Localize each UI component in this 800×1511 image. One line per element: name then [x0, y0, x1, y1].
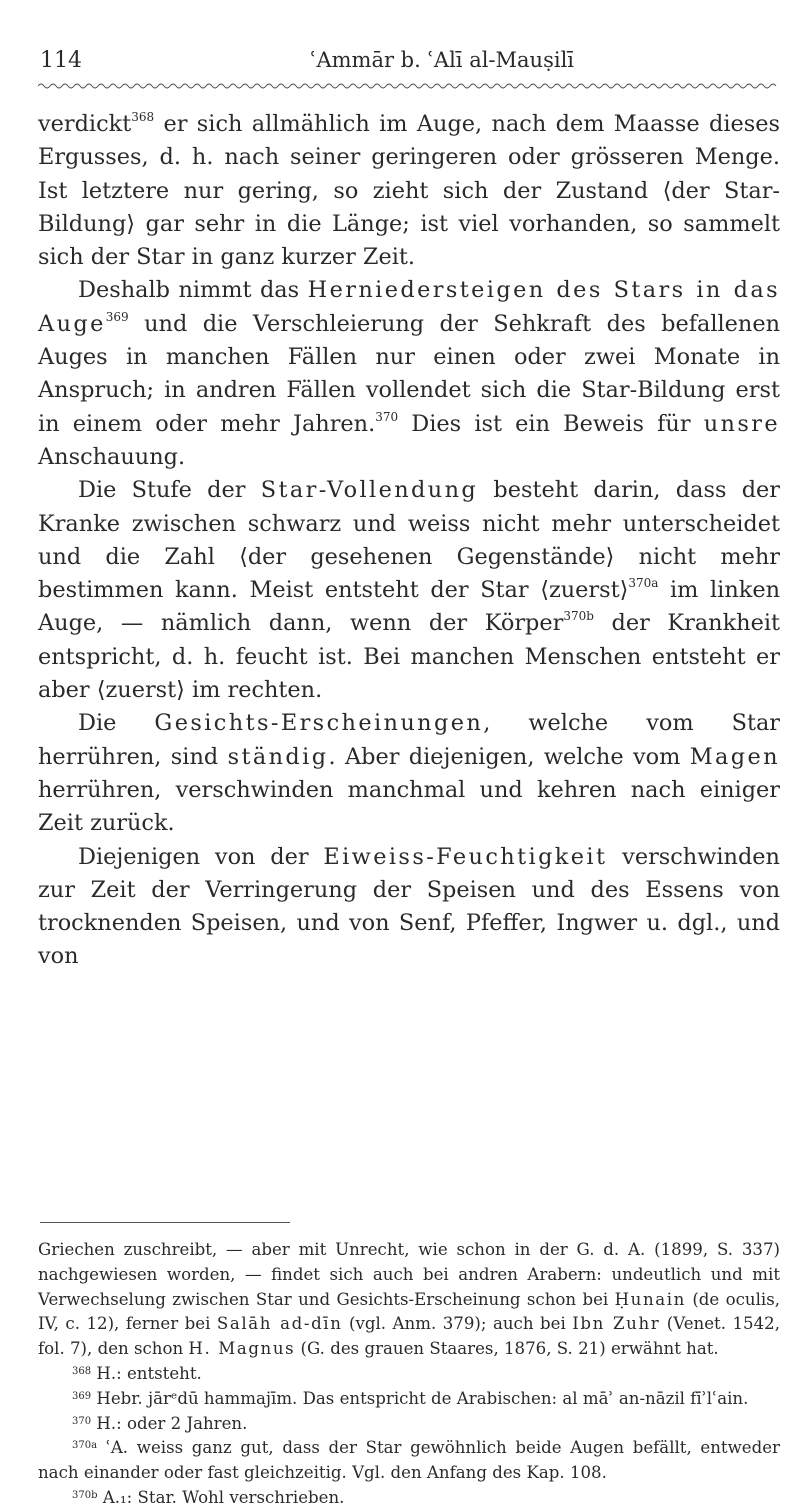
footnote-ref: 368: [131, 110, 155, 124]
footnote-number: 369: [72, 1390, 92, 1402]
paragraph-2: Deshalb nimmt das Herniedersteigen des Stars in das Auge$^{369}$ und die Verschleierung der Sehkraft des befallenen Auges in manchen Fällen nur einen oder zwei Monate in Anspruch; in andren Fällen vollendet sich die Star-Bildung erst in einem oder mehr Jahren.$^{370}$ Dies ist ein Beweis für unsre Anschauung.: [38, 277, 780, 470]
footnote-370: $^{370}$ H.: oder 2 Jahren.: [72, 1413, 248, 1433]
footnote-368: $^{368}$ H.: entsteht.: [72, 1363, 202, 1383]
paragraph-3: Die Stufe der Star-Vollendung besteht darin, dass der Kranke zwischen schwarz und weiss nicht mehr unterscheidet und die Zahl ⟨der gesehenen Gegenstände⟩ nicht mehr bestimmen kann. Meist entsteht der Star ⟨zuerst⟩$^{370a}$ im linken Auge, — nämlich dann, wenn der Körper$^{370b}$ der Krankheit entspricht, d. h. feucht ist. Bei manchen Menschen entsteht er aber ⟨zuerst⟩ im rechten.: [38, 477, 780, 704]
spaced-name: Ḥunain: [614, 1289, 686, 1309]
footnote-number: 368: [72, 1365, 92, 1377]
spaced-emphasis: Star-Vollendung: [260, 477, 479, 504]
spaced-emphasis: Herniedersteigen des Stars in das Auge: [38, 277, 780, 337]
footnote-number: 370b: [72, 1489, 98, 1501]
footnote-ref: 369: [105, 309, 129, 324]
spaced-name: Ibn Zuhr: [572, 1314, 661, 1334]
paragraph-4: Die Gesichts-Erscheinungen, welche vom Star herrühren, sind ständig. Aber diejenigen, welche vom Magen herrühren, verschwinden manchmal und kehren nach einiger Zeit zurück.: [38, 710, 781, 837]
footnotes: [38, 1238, 780, 1511]
main-text: [38, 108, 780, 974]
footnote-ref: 370b: [563, 609, 594, 624]
paragraph-1: verdickt$^{368}$ er sich allmählich im Auge, nach dem Maasse dieses Ergusses, d. h. nach seiner geringeren oder grösseren Menge. Ist letztere nur gering, so zieht sich der Zustand ⟨der Star-Bildung⟩ gar sehr in die Länge; ist viel vorhanden, so sammelt sich der Star in ganz kurzer Zeit.: [38, 110, 780, 271]
footnote-ref: 370: [375, 409, 399, 424]
page-header: [38, 48, 780, 84]
spaced-emphasis: Magen: [689, 743, 780, 770]
page-number: 114: [40, 48, 82, 73]
footnote-continuation: Griechen zuschreibt, — aber mit Unrecht, wie schon in der G. d. A. (1899, S. 337) nachgewiesen worden, — findet sich auch bei andren Arabern: undeutlich und mit Verwechselung zwischen Star und Gesichts-Erscheinung schon bei Ḥunain (de oculis, IV, c. 12), ferner bei Salāh ad-dīn (vgl. Anm. 379); auch bei Ibn Zuhr (Venet. 1542, fol. 7), den schon H. Magnus (G. des grauen Staares, 1876, S. 21) erwähnt hat.: [38, 1240, 780, 1359]
footnote-ref: 370a: [628, 576, 659, 591]
spaced-name: H. Magnus: [188, 1339, 296, 1359]
footnote-369: $^{369}$ Hebr. jārᵉdū hammajīm. Das entspricht de Arabischen: al māʾ an-nāzil fīʾlʿain.: [72, 1388, 749, 1408]
spaced-name: Salāh ad-dīn: [216, 1314, 343, 1334]
footnote-separator: [40, 1222, 290, 1223]
spaced-emphasis: ständig: [227, 743, 329, 770]
footnote-370a: $^{370a}$ ʿA. weiss ganz gut, dass der Star gewöhnlich beide Augen befällt, entweder nach einander oder fast gleichzeitig. Vgl. den Anfang des Kap. 108.: [38, 1438, 780, 1483]
header-wavy-rule: [38, 82, 780, 90]
spaced-emphasis: Eiweiss-Feuchtigkeit: [323, 843, 608, 870]
spaced-emphasis: unsre: [703, 410, 780, 437]
running-title: ʿAmmār b. ʿAlī al-Mauṣilī: [310, 48, 574, 72]
spaced-emphasis: Gesichts-Erscheinungen: [154, 710, 484, 737]
paragraph-5: Diejenigen von der Eiweiss-Feuchtigkeit verschwinden zur Zeit der Verringerung der Speisen und des Essens von trocknenden Speisen, und von Senf, Pfeffer, Ingwer u. dgl., und von: [38, 843, 780, 970]
footnote-370b: $^{370b}$ A.₁: Star. Wohl verschrieben.: [72, 1487, 345, 1507]
footnote-number: 370: [72, 1415, 92, 1427]
footnote-number: 370a: [72, 1440, 98, 1452]
